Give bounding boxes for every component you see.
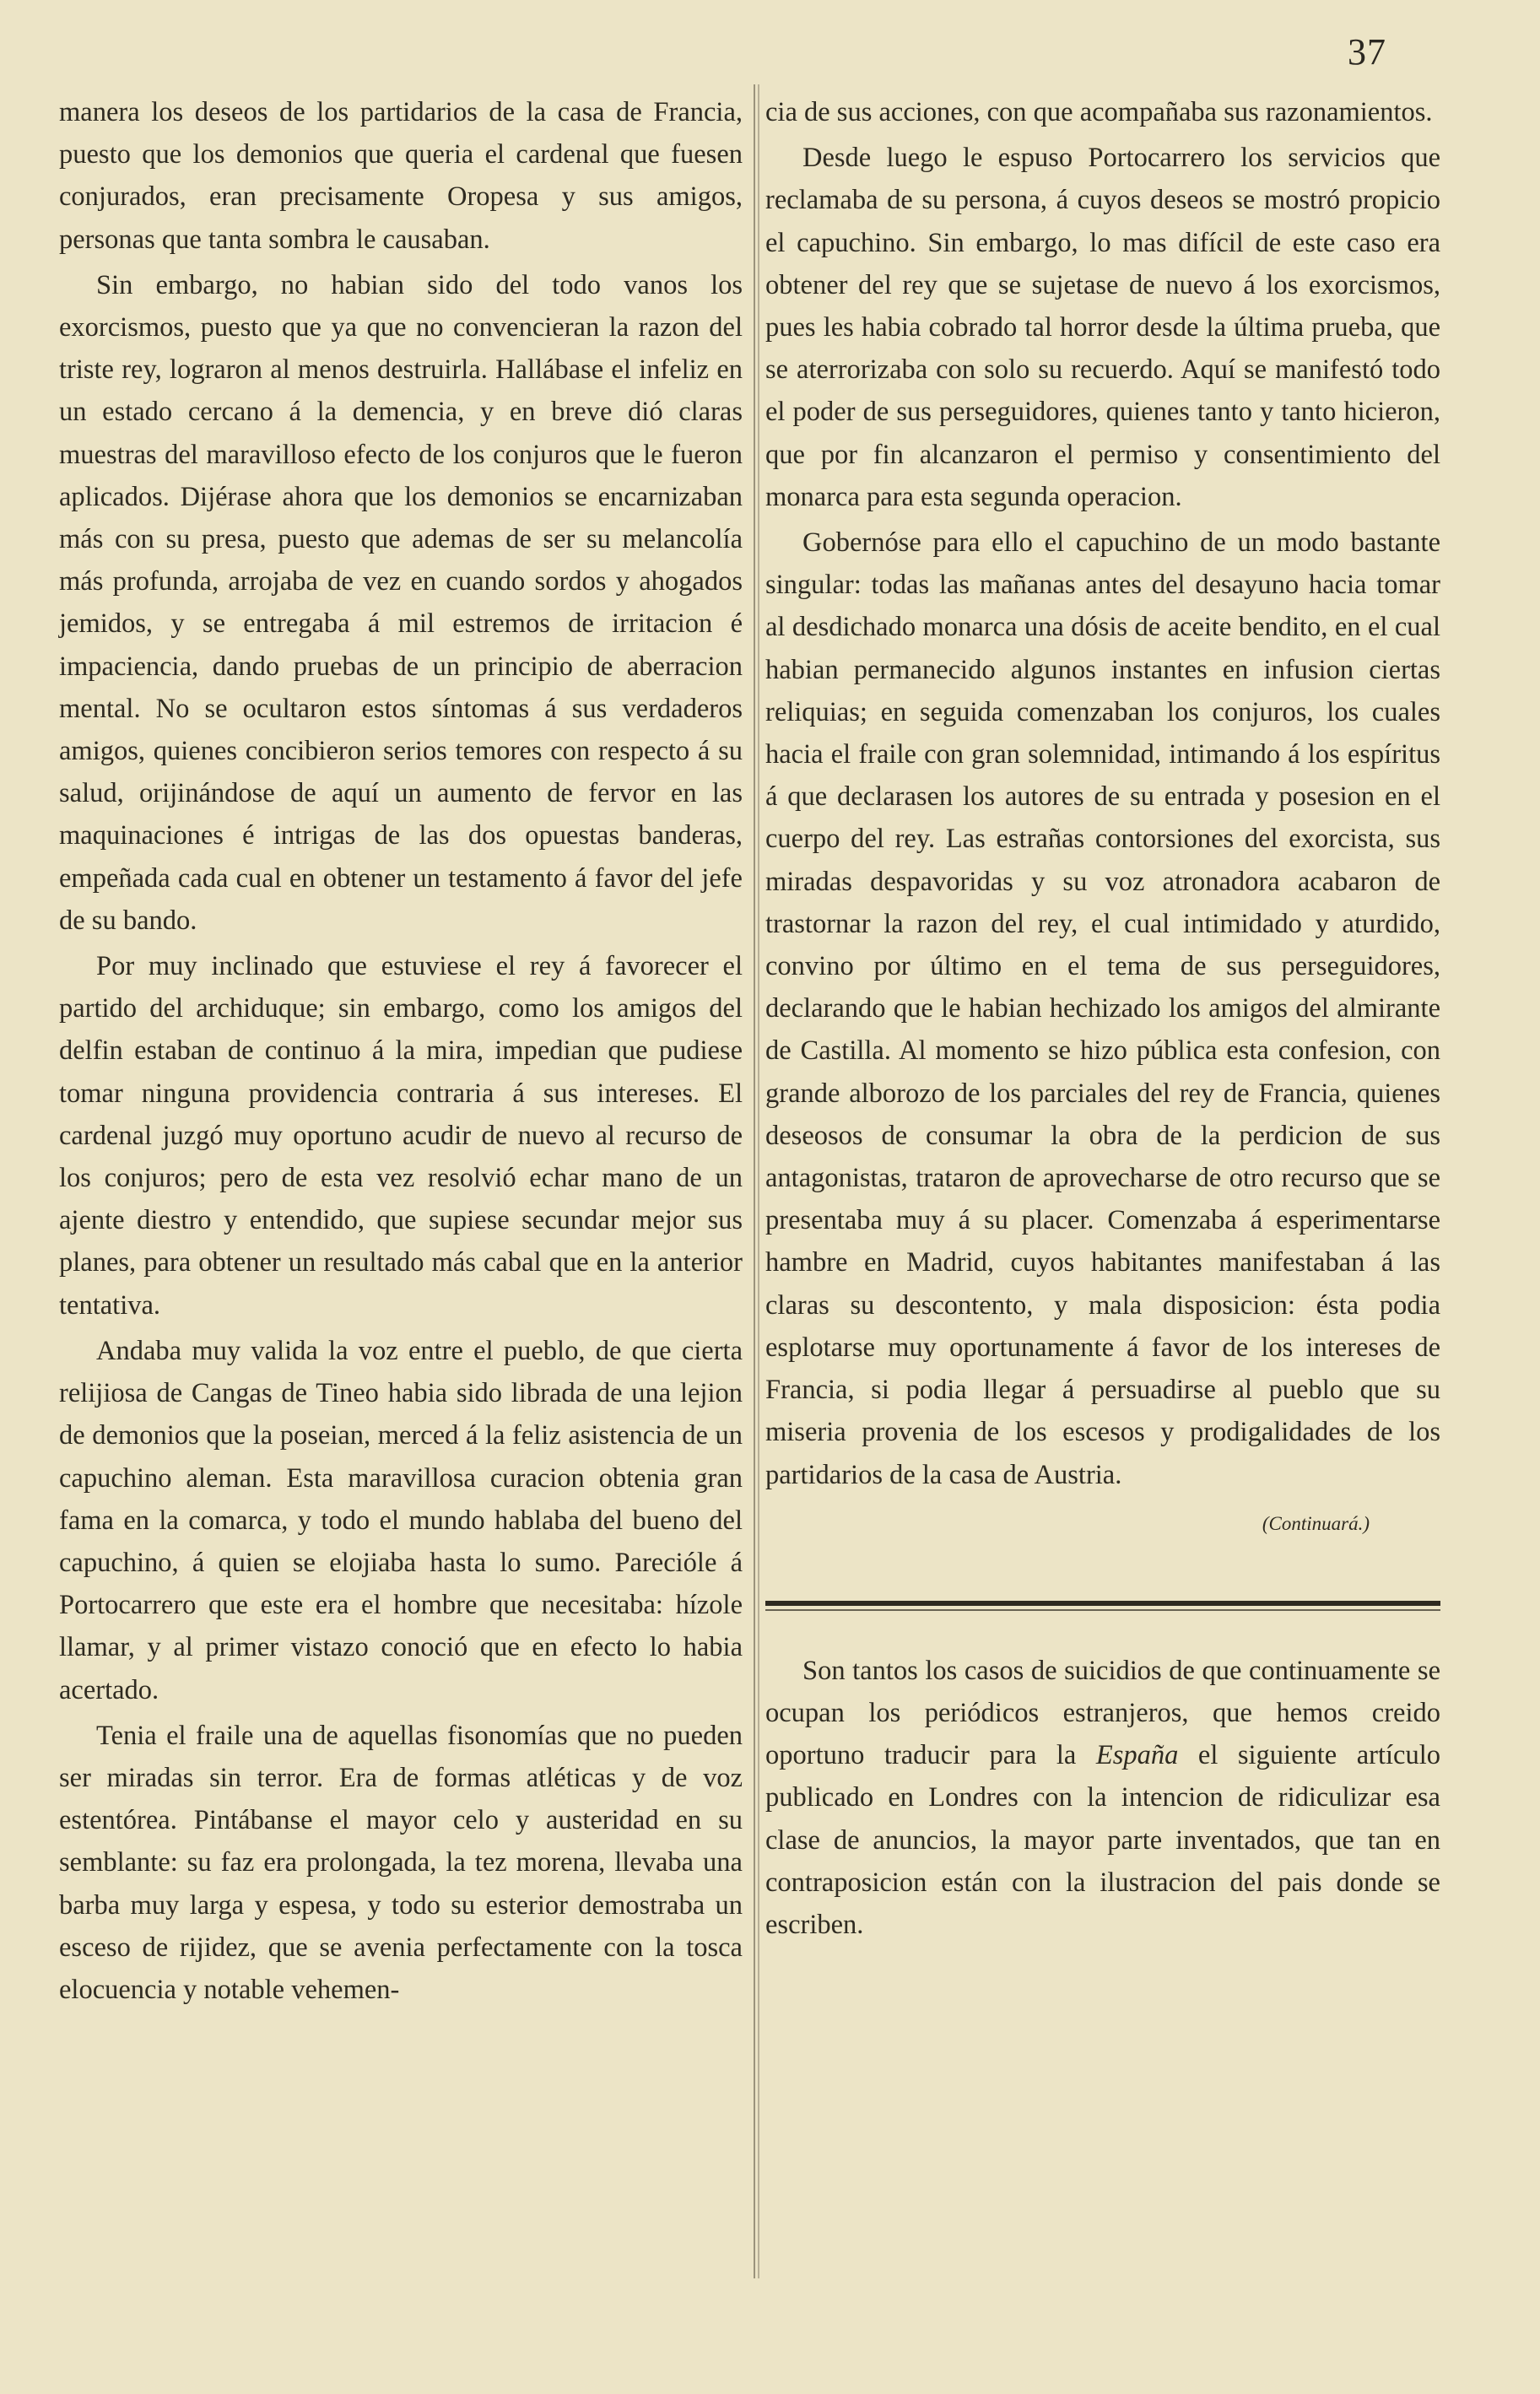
newspaper-title-italic: España (1095, 1740, 1179, 1771)
right-paragraph-2: Desde luego le espuso Portocarrero los servicios que reclamaba de su persona, á cuyos deseos se mostró propicio el capuchino. Sin embargo, lo mas difícil de este caso era obtener del rey que se sujetase de nuevo á los exorcismos, pues les habia cobrado tal horror desde la última prueba, que se aterrorizaba con solo su recuerdo. Aquí se manifestó todo el poder de sus perseguidores, quienes tanto y tanto hicieron, que por fin alcanzaron el permiso y consentimiento del monarca para esta segunda operacion. (765, 143, 1440, 512)
left-paragraph-4: Andaba muy valida la voz entre el pueblo, de que cierta relijiosa de Cangas de Tineo habia sido librada de una lejion de demonios que la poseian, merced á la feliz asistencia de un capuchino aleman. Esta maravillosa curacion obtenia gran fama en la comarca, y todo el mundo hablaba del bueno del capuchino, á quien se elojiaba hasta lo sumo. Parecióle á Portocarrero que este era el hombre que necesitaba: hízole llamar, y al primer vistazo conoció que en efecto lo habia acertado. (59, 1335, 743, 1705)
right-column (765, 91, 1440, 1946)
page-number: 37 (1348, 31, 1386, 73)
left-paragraph-3: Por muy inclinado que estuviese el rey á favorecer el partido del archiduque; sin embargo, como los amigos del delfin estaban de continuo á la mira, impedian que pudiese tomar ninguna providencia contraria á sus intereses. El cardenal juzgó muy oportuno acudir de nuevo al recurso de los conjuros; pero de esta vez resolvió echar mano de un ajente diestro y entendido, que supiese secundar mejor sus planes, para obtener un resultado más cabal que en la anterior tentativa. (59, 951, 743, 1321)
separator-thick-line (765, 1601, 1440, 1606)
article-separator-rule (765, 1601, 1440, 1611)
column-divider-rule (754, 84, 755, 2278)
left-paragraph-2: Sin embargo, no habian sido del todo vanos los exorcismos, puesto que ya que no convencieran la razon del triste rey, lograron al menos destruirla. Hallábase el infeliz en un estado cercano á la demencia, y en breve dió claras muestras del maravilloso efecto de los conjuros que le fueron aplicados. Dijérase ahora que los demonios se encarnizaban más con su presa, puesto que ademas de ser su melancolía más profunda, arrojaba de vez en cuando sordos y ahogados jemidos, y se entregaba á mil estremos de irritacion é impaciencia, dando pruebas de un principio de aberracion mental. No se ocultaron estos síntomas á sus verdaderos amigos, quienes concibieron serios temores con respecto á su salud, orijinándose de aquí un aumento de fervor en las maquinaciones é intrigas de las dos opuestas banderas, empeñada cada cual en obtener un testamento á favor del jefe de su bando. (59, 269, 743, 936)
left-paragraph-5: Tenia el fraile una de aquellas fisonomías que no pueden ser miradas sin terror. Era de formas atléticas y de voz estentórea. Pintábanse el mayor celo y austeridad en su semblante: su faz era prolongada, la tez morena, llevaba una barba muy larga y espesa, y todo su esterior demostraba un esceso de rijidez, que se avenia perfectamente con la tosca elocuencia y notable vehemen- (59, 1720, 743, 2005)
new-article-text-start: Son tantos los casos de suicidios de que continuamente se ocupan los periódicos estranjeros, que hemos creido oportuno traducir para la (765, 1655, 1440, 1771)
left-column (59, 91, 743, 2011)
new-article-text-end: el siguiente artículo publicado en Londres con la intencion de ridiculizar esa clase de anuncios, la mayor parte inventados, que tan en contraposicion están con la ilustracion del pais donde se escriben. (765, 1740, 1440, 1940)
new-article-paragraph (765, 1650, 1440, 1946)
right-paragraph-3: Gobernóse para ello el capuchino de un modo bastante singular: todas las mañanas antes del desayuno hacia tomar al desdichado monarca una dósis de aceite bendito, en el cual habian permanecido algunos instantes en infusion ciertas reliquias; en seguida comenzaban los conjuros, los cuales hacia el fraile con gran solemnidad, intimando á los espíritus á que declarasen los autores de su entrada y posesion en el cuerpo del rey. Las estrañas contorsiones del exorcista, sus miradas despavoridas y su voz atronadora acabaron de trastornar la razon del rey, el cual intimidado y aturdido, convino por último en el tema de sus perseguidores, declarando que le habian hechizado los amigos del almirante de Castilla. Al momento se hizo pública esta confesion, con grande alborozo de los parciales del rey de Francia, quienes deseosos de consumar la obra de la perdicion de sus antagonistas, trataron de aprovecharse de otro recurso que se presentaba muy á su placer. Comenzaba á esperimentarse hambre en Madrid, cuyos habitantes manifestaban á las claras su descontento, y mala disposicion: ésta podia esplotarse muy oportunamente á favor de los intereses de Francia, si podia llegar á persuadirse al pueblo que su miseria provenia de los escesos y prodigalidades de los partidarios de la casa de Austria. (765, 527, 1440, 1490)
column-divider-rule-secondary (758, 84, 759, 2278)
separator-thin-line (765, 1609, 1440, 1611)
right-paragraph-1: cia de sus acciones, con que acompañaba sus razonamientos. (765, 97, 1433, 127)
left-paragraph-1: manera los deseos de los partidarios de la casa de Francia, puesto que los demonios que queria el cardenal que fuesen conjurados, eran precisamente Oropesa y sus amigos, personas que tanta sombra le causaban. (59, 97, 743, 255)
continuara-note: (Continuará.) (1262, 1512, 1370, 1534)
separator-gap (765, 1611, 1440, 1650)
